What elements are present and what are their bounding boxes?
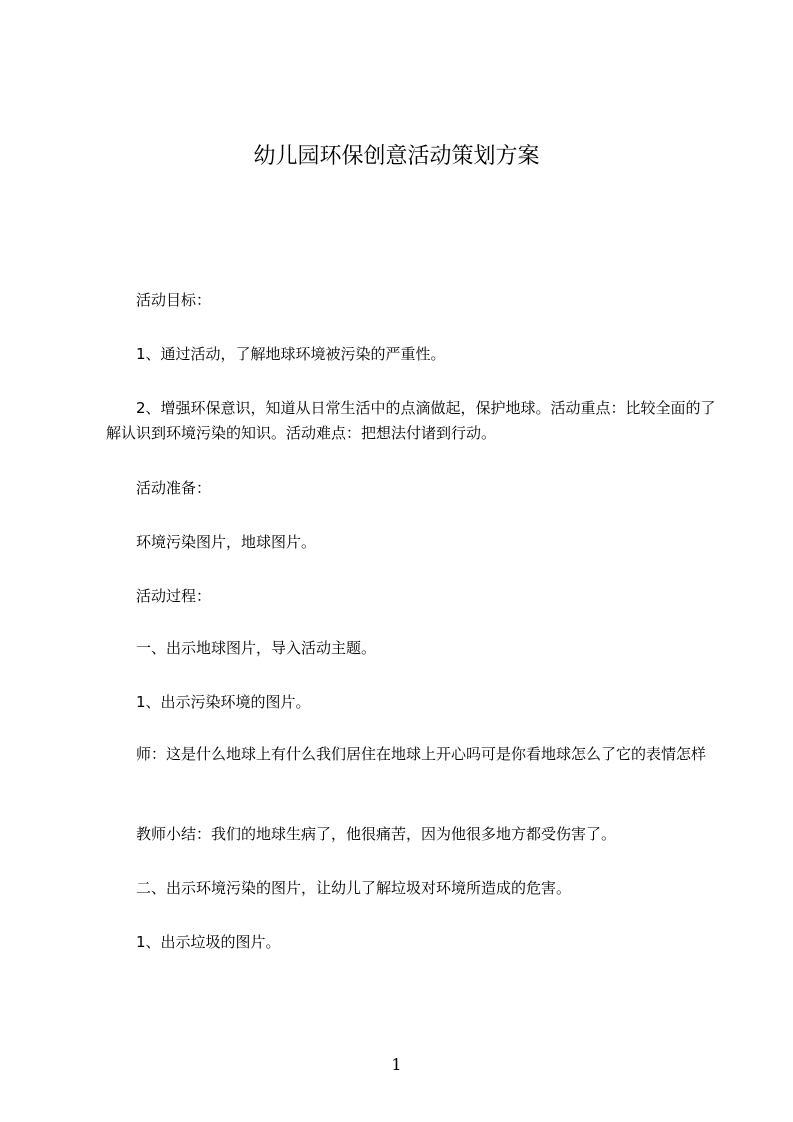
paragraph-preparation-heading: 活动准备： [136,479,212,497]
paragraph-step-1-1: 1、出示污染环境的图片。 [136,693,311,711]
paragraph-step-1: 一、出示地球图片，导入活动主题。 [136,639,377,657]
paragraph-teacher-question: 师：这是什么地球上有什么我们居住在地球上开心吗可是你看地球怎么了它的表情怎样 [136,745,707,763]
paragraph-goal-1: 1、通过活动，了解地球环境被污染的严重性。 [136,345,446,363]
page-number: 1 [391,1055,402,1074]
paragraph-goal-2: 2、增强环保意识，知道从日常生活中的点滴做起，保护地球。活动重点：比较全面的了解认识到环境污染的知识。活动难点：把想法付诸到行动。 [106,399,716,442]
paragraph-step-2-1: 1、出示垃圾的图片。 [136,933,281,951]
paragraph-step-2: 二、出示环境污染的图片，让幼儿了解垃圾对环境所造成的危害。 [136,879,572,897]
paragraph-teacher-summary: 教师小结：我们的地球生病了，他很痛苦，因为他很多地方都受伤害了。 [136,825,617,843]
document-title: 幼儿园环保创意活动策划方案 [253,144,540,169]
paragraph-process-heading: 活动过程： [136,587,212,605]
paragraph-preparation-items: 环境污染图片，地球图片。 [136,533,317,551]
paragraph-activity-goals-heading: 活动目标： [136,291,212,309]
